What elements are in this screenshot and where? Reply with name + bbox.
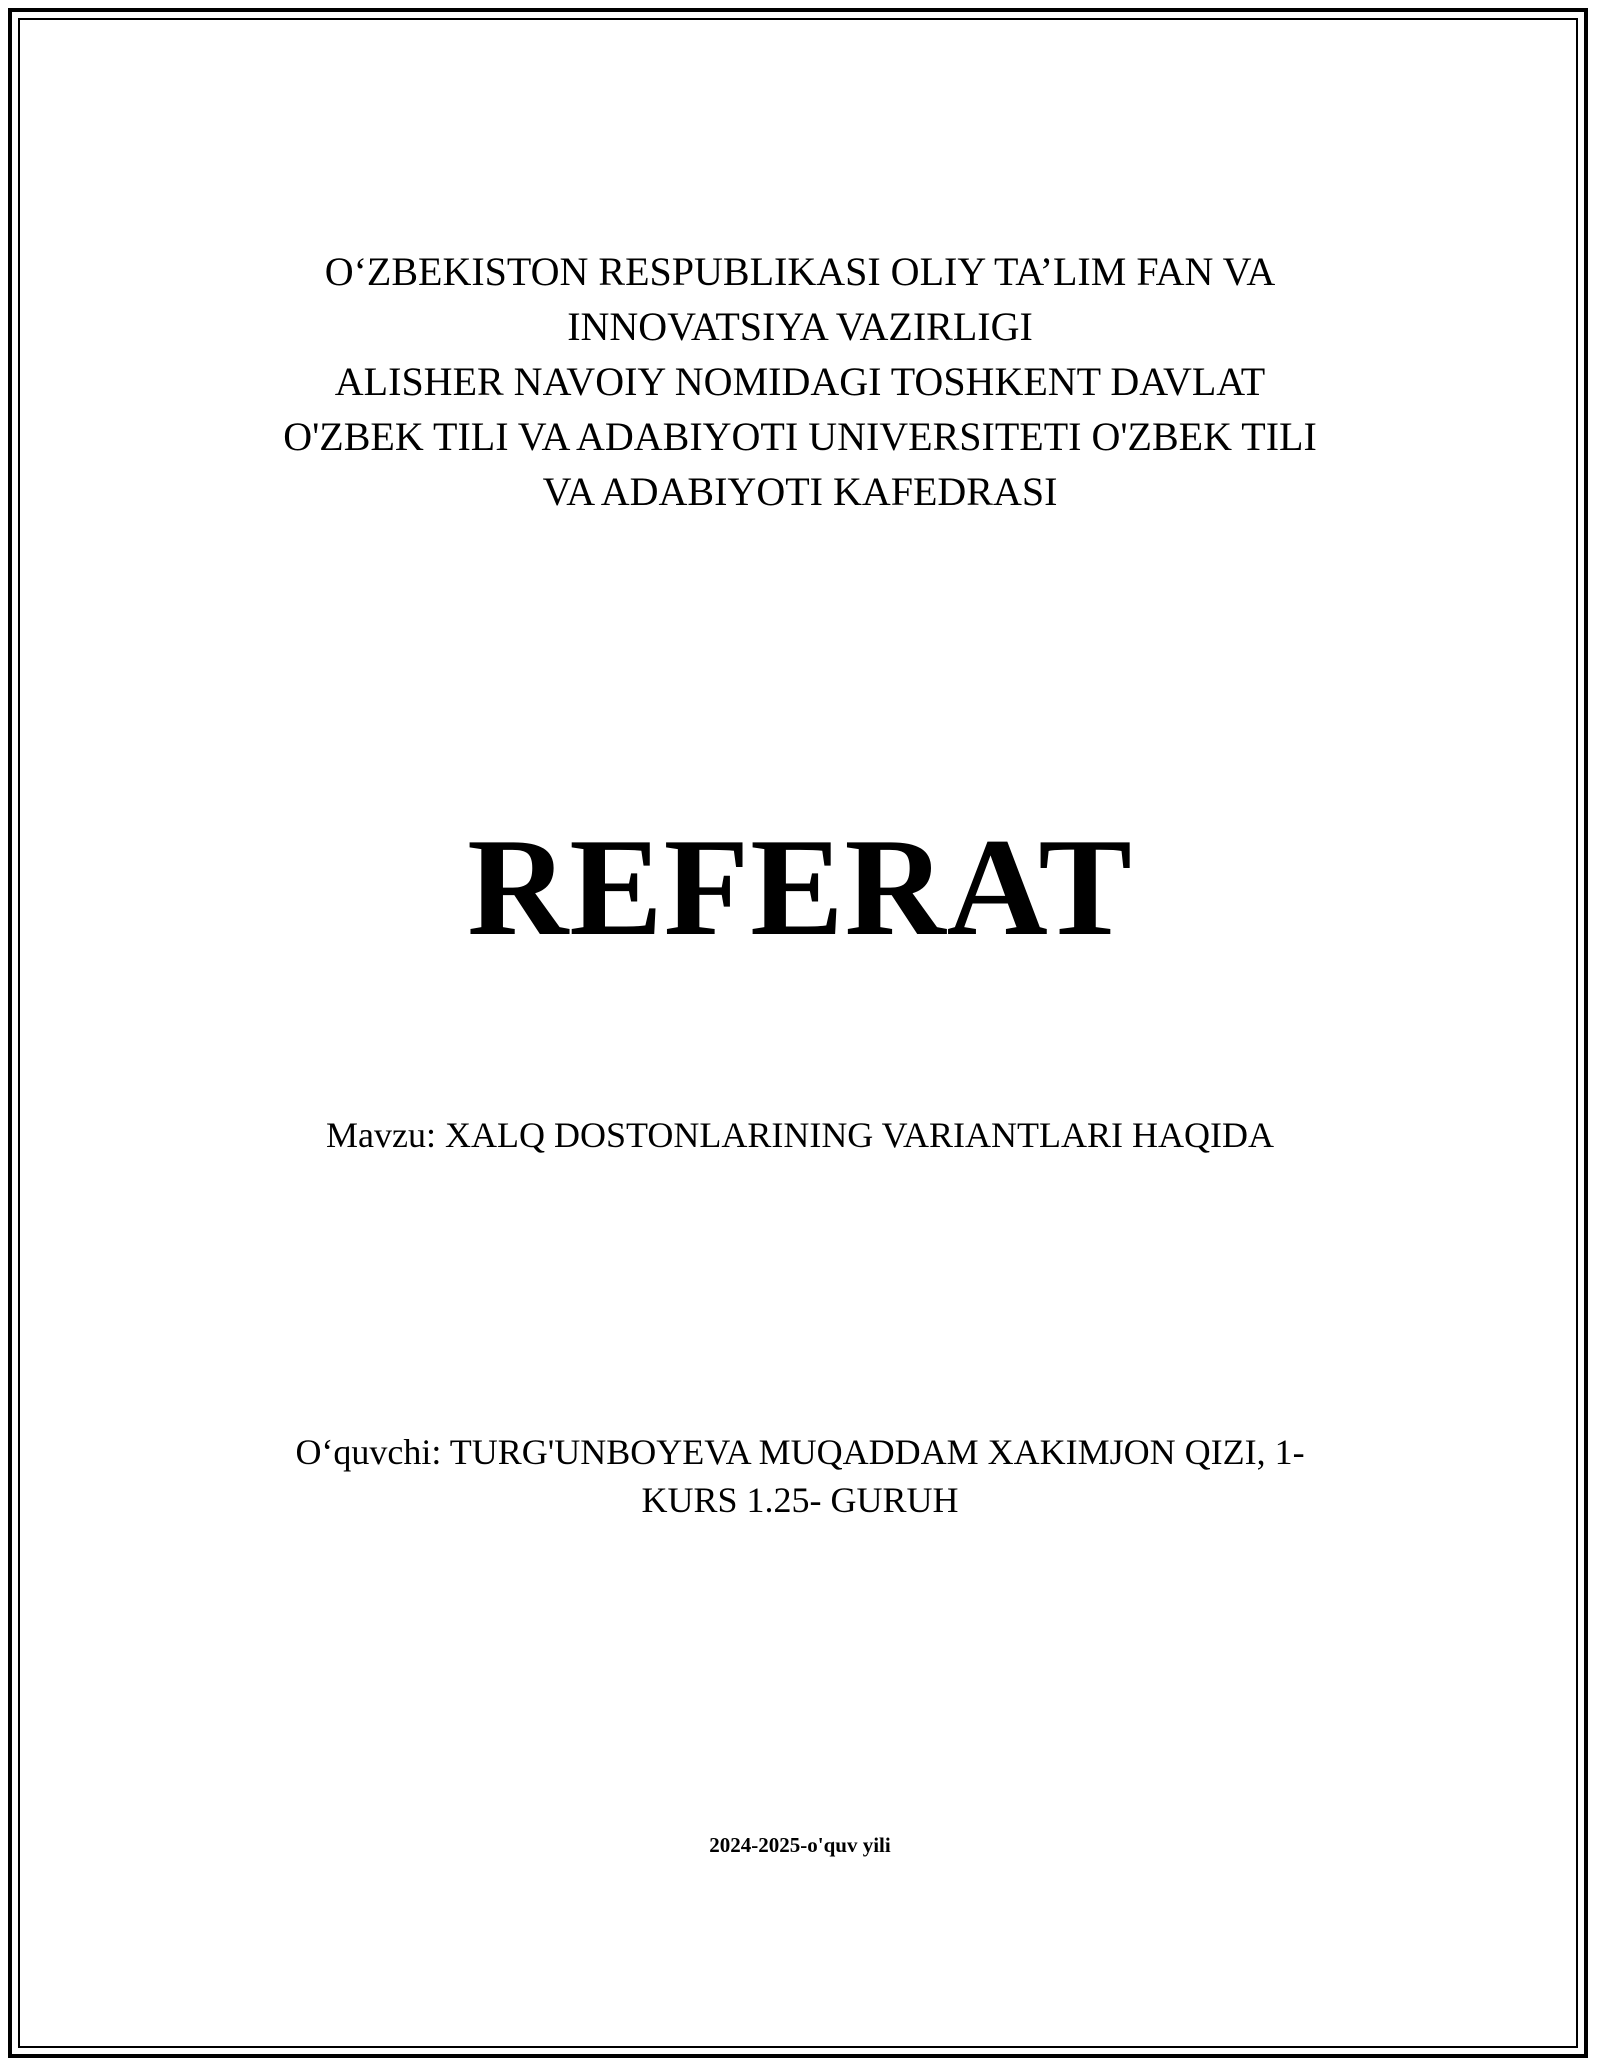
header-line: ALISHER NAVOIY NOMIDAGI TOSHKENT DAVLAT (334, 359, 1266, 404)
institution-header (0, 244, 1600, 519)
student-info (0, 1428, 1600, 1524)
topic-line: Mavzu: XALQ DOSTONLARINING VARIANTLARI HAQIDA (326, 1115, 1274, 1155)
student-line: KURS 1.25- GURUH (641, 1480, 959, 1520)
header-line: O‘ZBEKISTON RESPUBLIKASI OLIY TA’LIM FAN VA (324, 249, 1276, 294)
student-line: O‘quvchi: TURG'UNBOYEVA MUQADDAM XAKIMJON QIZI, 1- (295, 1432, 1305, 1472)
document-title: REFERAT (467, 810, 1133, 965)
header-line: O'ZBEK TILI VA ADABIYOTI UNIVERSITETI O'ZBEK TILI (283, 414, 1317, 459)
header-line: INNOVATSIYA VAZIRLIGI (567, 304, 1033, 349)
academic-year: 2024-2025-o'quv yili (709, 1833, 891, 1857)
header-line: VA ADABIYOTI KAFEDRASI (542, 469, 1058, 514)
